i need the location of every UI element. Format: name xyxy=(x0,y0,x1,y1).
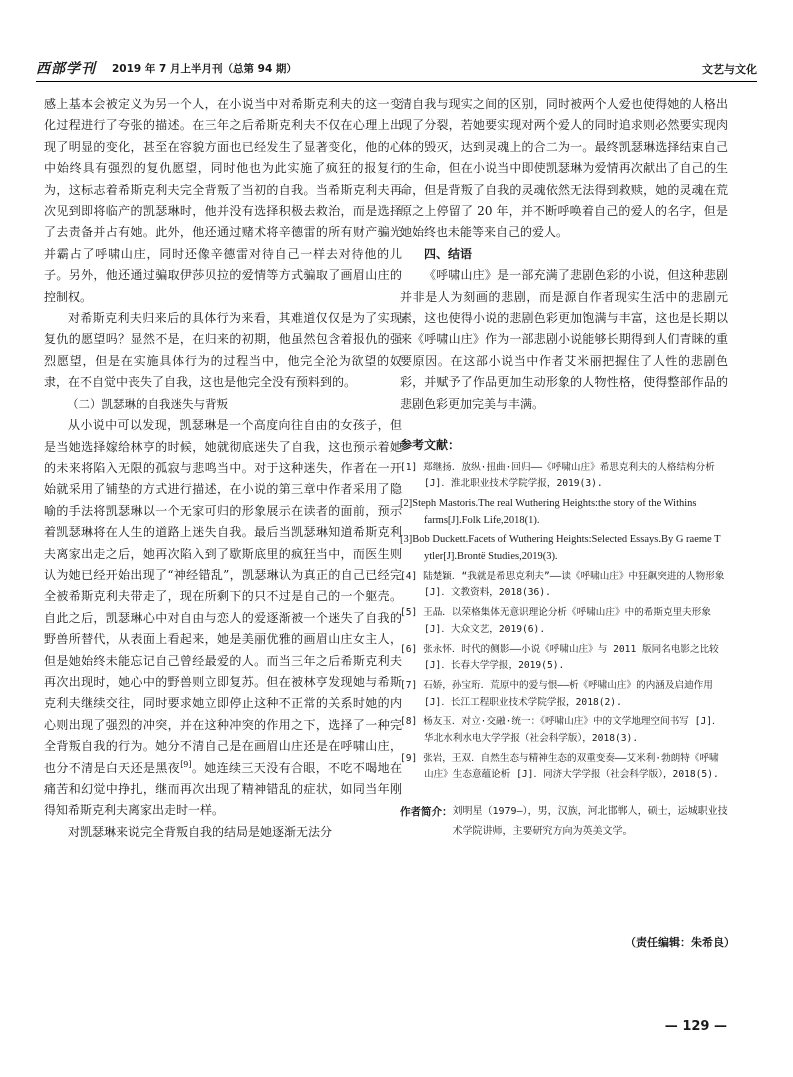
section-heading: 四、结语 xyxy=(424,246,473,261)
reference-list xyxy=(400,460,728,785)
reference-item: [9] 张岩，王双．自然生态与精神生态的双重变奏——艾米利·勃朗特《呼啸山庄》生态意蕴论析 [J]．同济大学学报（社会科学版），2018(5). xyxy=(400,752,719,781)
paragraph: 对希斯克利夫归来后的具体行为来看，其难道仅仅是为了实现复仇的愿望吗？显然不是，在归来的初期，他虽然包含着报仇的强烈愿望，但是在实施具体行为的过程当中，他完全沦为欲望的奴隶，在不自觉中丧失了自我，这也是他完全没有预料到的。 xyxy=(44,311,402,390)
paragraph: 《呼啸山庄》是一部充满了悲剧色彩的小说，但这种悲剧并非是人为刻画的悲剧，而是源自作者现实生活中的悲剧元素，这也使得小说的悲剧色彩更加饱满与丰富，这也是长期以来《呼啸山庄》作为一部悲剧小说能够长期得到人们青睐的重要原因。在这部小说当中作者艾米丽把握住了人性的悲剧色彩，并赋予了作品更加生动形象的人物性格，使得整部作品的悲剧色彩更加完美与丰满。 xyxy=(400,268,728,411)
header-rule xyxy=(36,81,757,82)
journal-issue: 2019 年 7 月上半月刊（总第 94 期） xyxy=(112,63,297,75)
author-bio-text: 刘明星（1979—），男，汉族，河北邯郸人，硕士，运城职业技术学院讲师，主要研究方向为英美文学。 xyxy=(452,806,728,838)
responsible-editor: （责任编辑：朱希良） xyxy=(625,936,735,949)
section-label: 文艺与文化 xyxy=(702,63,757,76)
reference-item: [5] 王晶．以荣格集体无意识理论分析《呼啸山庄》中的希斯克里夫形象 [J]．大众文艺，2019(6). xyxy=(400,607,711,635)
reference-item: [2]Steph Mastoris.The real Wuthering Heights:the story of the Withins farms[J].Folk Life,2018(1). xyxy=(400,497,697,526)
journal-logo: 西部学刊 xyxy=(36,61,96,77)
reference-item: [1] 郑继扬．放纵·扭曲·回归——《呼啸山庄》希思克利夫的人格结构分析 [J]．淮北职业技术学院学报，2019(3). xyxy=(400,461,715,490)
reference-item: [7] 石娇，孙宝珩．荒原中的爱与恨——析《呼啸山庄》的内涵及启迪作用 [J]．长江工程职业技术学院学报，2018(2). xyxy=(400,679,713,708)
author-bio xyxy=(400,802,728,842)
paragraph: 感上基本会被定义为另一个人，在小说当中对希斯克利夫的这一变化过程进行了夸张的描述。在三年之后希斯克利夫不仅在心理上出现了明显的变化，甚至在容貌方面也已经发生了显著变化，他的心中始终具有强烈的复仇愿望，同时他也为此实施了疯狂的报复行为，这标志着希斯克利夫完全背叛了当初的自我。当希斯克利夫再次见到即将临产的凯瑟琳时，他并没有选择积极去救治，而是选择了去责备并占有她。此外，他还通过赌术将辛德雷的所有财产骗光并霸占了呼啸山庄，同时还像辛德雷对待自己一样去对待他的儿子。另外，他还通过骗取伊莎贝拉的爱情等方式骗取了画眉山庄的控制权。 xyxy=(44,97,402,304)
paragraph-text: 。她连续三天没有合眼，不吃不喝地在痛苦和幻觉中挣扎，继而再次出现了精神错乱的症状，如同当年刚得知希斯克利夫离家出走时一样。 xyxy=(44,760,402,818)
left-column xyxy=(44,94,402,843)
reference-item: [8] 杨友玉．对立·交融·统一：《呼啸山庄》中的文学地理空间书写 [J]．华北水利水电大学学报（社会科学版），2018(3). xyxy=(400,716,722,745)
citation-marker: [9] xyxy=(180,759,192,769)
paragraph-text: 从小说中可以发现，凯瑟琳是一个高度向往自由的女孩子，但是当她选择嫁给林亨的时候，她就彻底迷失了自我，这也预示着她的未来将陷入无限的孤寂与悲鸣当中。对于这种迷失，作者在一开始就采用了铺垫的方式进行描述，在小说的第三章中作者采用了隐喻的手法将凯瑟琳以一个无家可归的形象展示在读者的面前，预示着凯瑟琳将在人生的道路上迷失自我。最后当凯瑟琳知道希斯克利夫离家出走之后，她再次陷入到了歇斯底里的疯狂当中，而医生则认为她已经开始出现了“神经错乱”，凯瑟琳认为真正的自己已经完全被希斯克利夫带走了，现在所剩下的只不过是自己的一个躯壳。自此之后，凯瑟琳心中对自由与恋人的爱逐渐被一个迷失了自我的野兽所替代，从表面上看起来，她是美丽优雅的画眉山庄女主人，但是她始终未能忘记自己曾经最爱的人。而当三年之后希斯克利夫再次出现时，她心中的野兽则立即复苏。但在被林亨发现她与希斯克利夫继续交往，同时要求她立即停止这种不正常的关系时她的内心则出现了强烈的冲突，并在这种冲突的作用之下，选择了一种完全背叛自我的行为。她分不清自己是在画眉山庄还是在呼啸山庄，也分不清是白天还是黑夜 xyxy=(44,418,402,775)
author-bio-label: 作者简介： xyxy=(400,806,453,819)
running-header xyxy=(36,58,757,80)
reference-item: [6] 张永怀．时代的侧影——小说《呼啸山庄》与 2011 版同名电影之比较 [J]．长春大学学报，2019(5). xyxy=(400,643,719,672)
page-number: — 129 — xyxy=(664,1019,727,1034)
paragraph xyxy=(44,415,402,822)
reference-item: [4] 陆楚颖．“我就是希思克利夫”——读《呼啸山庄》中狂飙突进的人物形象 [J]．文教资料，2018(36). xyxy=(400,570,725,599)
right-column xyxy=(400,94,728,842)
reference-item: [3]Bob Duckett.Facets of Wuthering Heights:Selected Essays.By G raeme T ytler[J].Brontë Studies,2019(3). xyxy=(400,534,721,563)
paragraph: 对凯瑟琳来说完全背叛自我的结局是她逐渐无法分 xyxy=(68,824,333,839)
paragraph: 清自我与现实之间的区别，同时被两个人爱也使得她的人格出现了分裂，若她要实现对两个爱人的同时追求则必然要实现肉体的毁灭，达到灵魂上的合二为一。最终凯瑟琳选择结束自己的生命，但在小说当中即使凯瑟琳为爱情再次献出了自己的生命，但是背叛了自我的灵魂依然无法得到救赎，她的灵魂在荒原之上停留了 20 年，并不断呼唤着自己的爱人的名字，但是她始终也未能等来自己的爱人。 xyxy=(400,97,728,240)
references-heading: 参考文献： xyxy=(400,438,461,453)
subsection-heading: （二）凯瑟琳的自我迷失与背叛 xyxy=(67,396,228,411)
